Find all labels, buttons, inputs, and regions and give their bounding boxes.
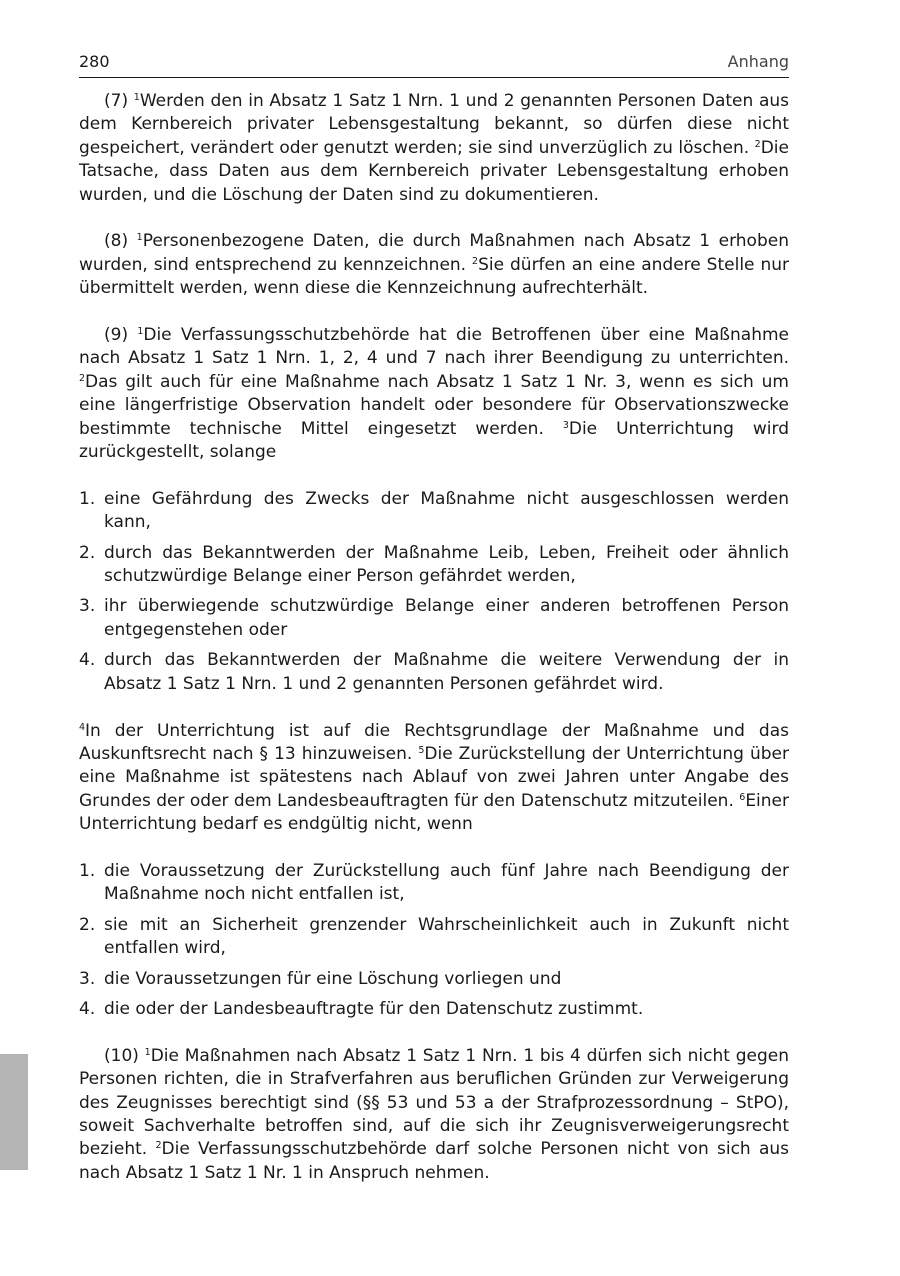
section-title: Anhang xyxy=(727,52,789,71)
list-item-text: durch das Bekanntwerden der Maßnahme die weitere Verwendung der in Absatz 1 Satz 1 Nrn. 1 und 2 genannten Personen gefährdet wird. xyxy=(104,650,789,694)
list-item-text: sie mit an Sicherheit grenzender Wahrscheinlichkeit auch in Zukunft nicht entfallen wird, xyxy=(104,914,789,959)
sentence: Die Verfassungsschutzbehörde hat die Betroffenen über eine Maßnahme nach Absatz 1 Satz 1 Nrn. 1, 2, 4 und 7 nach ihrer Beendigung zu unterrichten. xyxy=(79,325,789,369)
sentence: Sie dürfen an eine andere Stelle nur übermittelt werden, wenn diese die Kennzeichnung aufrechterhält. xyxy=(79,254,789,299)
list-item-text: die Voraussetzungen für eine Löschung vorliegen und xyxy=(104,968,562,989)
thumb-index-tab xyxy=(0,1054,28,1170)
sentence-number: 6 xyxy=(739,791,746,803)
waiver-conditions-list xyxy=(79,860,789,1021)
sentence-number: 2 xyxy=(79,372,86,384)
paragraph-9-continuation xyxy=(79,720,789,837)
list-item-number: 2. xyxy=(79,914,96,935)
sentence-number: 3 xyxy=(562,419,569,431)
list-item xyxy=(79,649,789,696)
sentence: Die Maßnahmen nach Absatz 1 Satz 1 Nrn. 1 bis 4 dürfen sich nicht gegen Personen richten, die in Strafverfahren aus beruflichen Gründen zur Verweigerung des Zeugnisses berechtigt sind (§§ 53 und 53 a der Strafprozessordnung – StPO), soweit Sachverhalte betroffen sind, auf die sich ihr Zeugnisverweigerungsrecht bezieht. xyxy=(79,1045,789,1160)
sentence: Die Tatsache, dass Daten aus dem Kernbereich privater Lebensgestaltung erhoben wurden, und die Löschung der Daten sind zu dokumentieren. xyxy=(79,137,789,205)
sentence-number: 2 xyxy=(472,255,479,267)
sentence-number: 4 xyxy=(79,721,86,733)
list-item xyxy=(79,488,789,535)
sentence-number: 1 xyxy=(144,1046,151,1058)
document-page xyxy=(79,50,789,1209)
sentence: Die Unterrichtung wird zurückgestellt, solange xyxy=(79,418,789,463)
list-item xyxy=(79,595,789,642)
sentence: Einer Unterrichtung bedarf es endgültig nicht, wenn xyxy=(79,790,789,835)
sentence-number: 1 xyxy=(136,232,143,244)
sentence-number: 2 xyxy=(754,138,761,150)
list-item-text: eine Gefährdung des Zwecks der Maßnahme nicht ausgeschlossen werden kann, xyxy=(104,488,789,533)
paragraph-label: (9) xyxy=(104,325,138,346)
sentence: In der Unterrichtung ist auf die Rechtsgrundlage der Maßnahme und das Auskunftsrecht nach § 13 hinzuweisen. xyxy=(79,720,789,764)
sentence: Die Zurückstellung der Unterrichtung über eine Maßnahme ist spätestens nach Ablauf von zwei Jahren unter Angabe des Grundes der oder dem Landesbeauftragten für den Datenschutz mitzuteilen. xyxy=(79,743,790,811)
paragraph-7 xyxy=(79,90,789,207)
list-item-number: 1. xyxy=(79,860,96,881)
list-item xyxy=(79,968,789,991)
list-item-text: durch das Bekanntwerden der Maßnahme Leib, Leben, Freiheit oder ähnlich schutzwürdige Belange einer Person gefährdet werden, xyxy=(104,542,789,587)
running-head xyxy=(79,50,789,78)
sentence-number: 1 xyxy=(137,326,144,338)
list-item-number: 4. xyxy=(79,650,96,671)
list-item-text: die oder der Landesbeauftragte für den Datenschutz zustimmt. xyxy=(104,998,644,1019)
list-item-number: 1. xyxy=(79,488,96,509)
sentence-number: 2 xyxy=(155,1140,162,1152)
sentence: Werden den in Absatz 1 Satz 1 Nrn. 1 und 2 genannten Personen Daten aus dem Kernbereich privater Lebensgestaltung bekannt, so dürfen diese nicht gespeichert, verändert oder genutzt werden; sie sind unverzüglich zu löschen. xyxy=(79,91,790,158)
list-item xyxy=(79,998,789,1021)
paragraph-label: (8) xyxy=(104,231,137,252)
list-item-text: die Voraussetzung der Zurückstellung auch fünf Jahre nach Beendigung der Maßnahme noch nicht entfallen ist, xyxy=(104,860,789,905)
document-body xyxy=(79,90,789,1185)
list-item-number: 2. xyxy=(79,542,96,563)
list-item-number: 3. xyxy=(79,596,96,617)
list-item xyxy=(79,542,789,589)
paragraph-9 xyxy=(79,324,789,464)
list-item xyxy=(79,860,789,907)
list-item-number: 3. xyxy=(79,968,96,989)
list-item-number: 4. xyxy=(79,998,96,1019)
paragraph-label: (7) xyxy=(104,91,134,111)
page-number: 280 xyxy=(79,52,110,71)
paragraph-label: (10) xyxy=(104,1045,145,1066)
postponement-conditions-list xyxy=(79,488,789,696)
sentence: Das gilt auch für eine Maßnahme nach Absatz 1 Satz 1 Nr. 3, wenn es sich um eine längerfristige Observation handelt oder besondere für Observationszwecke bestimmte technische Mittel eingesetzt werden. xyxy=(79,371,789,439)
sentence-number: 1 xyxy=(133,92,140,103)
paragraph-8 xyxy=(79,230,789,300)
paragraph-10 xyxy=(79,1045,789,1185)
list-item xyxy=(79,914,789,961)
sentence: Personenbezogene Daten, die durch Maßnahmen nach Absatz 1 erhoben wurden, sind entsprechend zu kennzeichnen. xyxy=(79,231,789,275)
sentence: Die Verfassungsschutzbehörde darf solche Personen nicht von sich aus nach Absatz 1 Satz 1 Nr. 1 in Anspruch nehmen. xyxy=(79,1139,790,1183)
sentence-number: 5 xyxy=(418,744,425,756)
list-item-text: ihr überwiegende schutzwürdige Belange einer anderen betroffenen Person entgegenstehen oder xyxy=(104,596,789,640)
